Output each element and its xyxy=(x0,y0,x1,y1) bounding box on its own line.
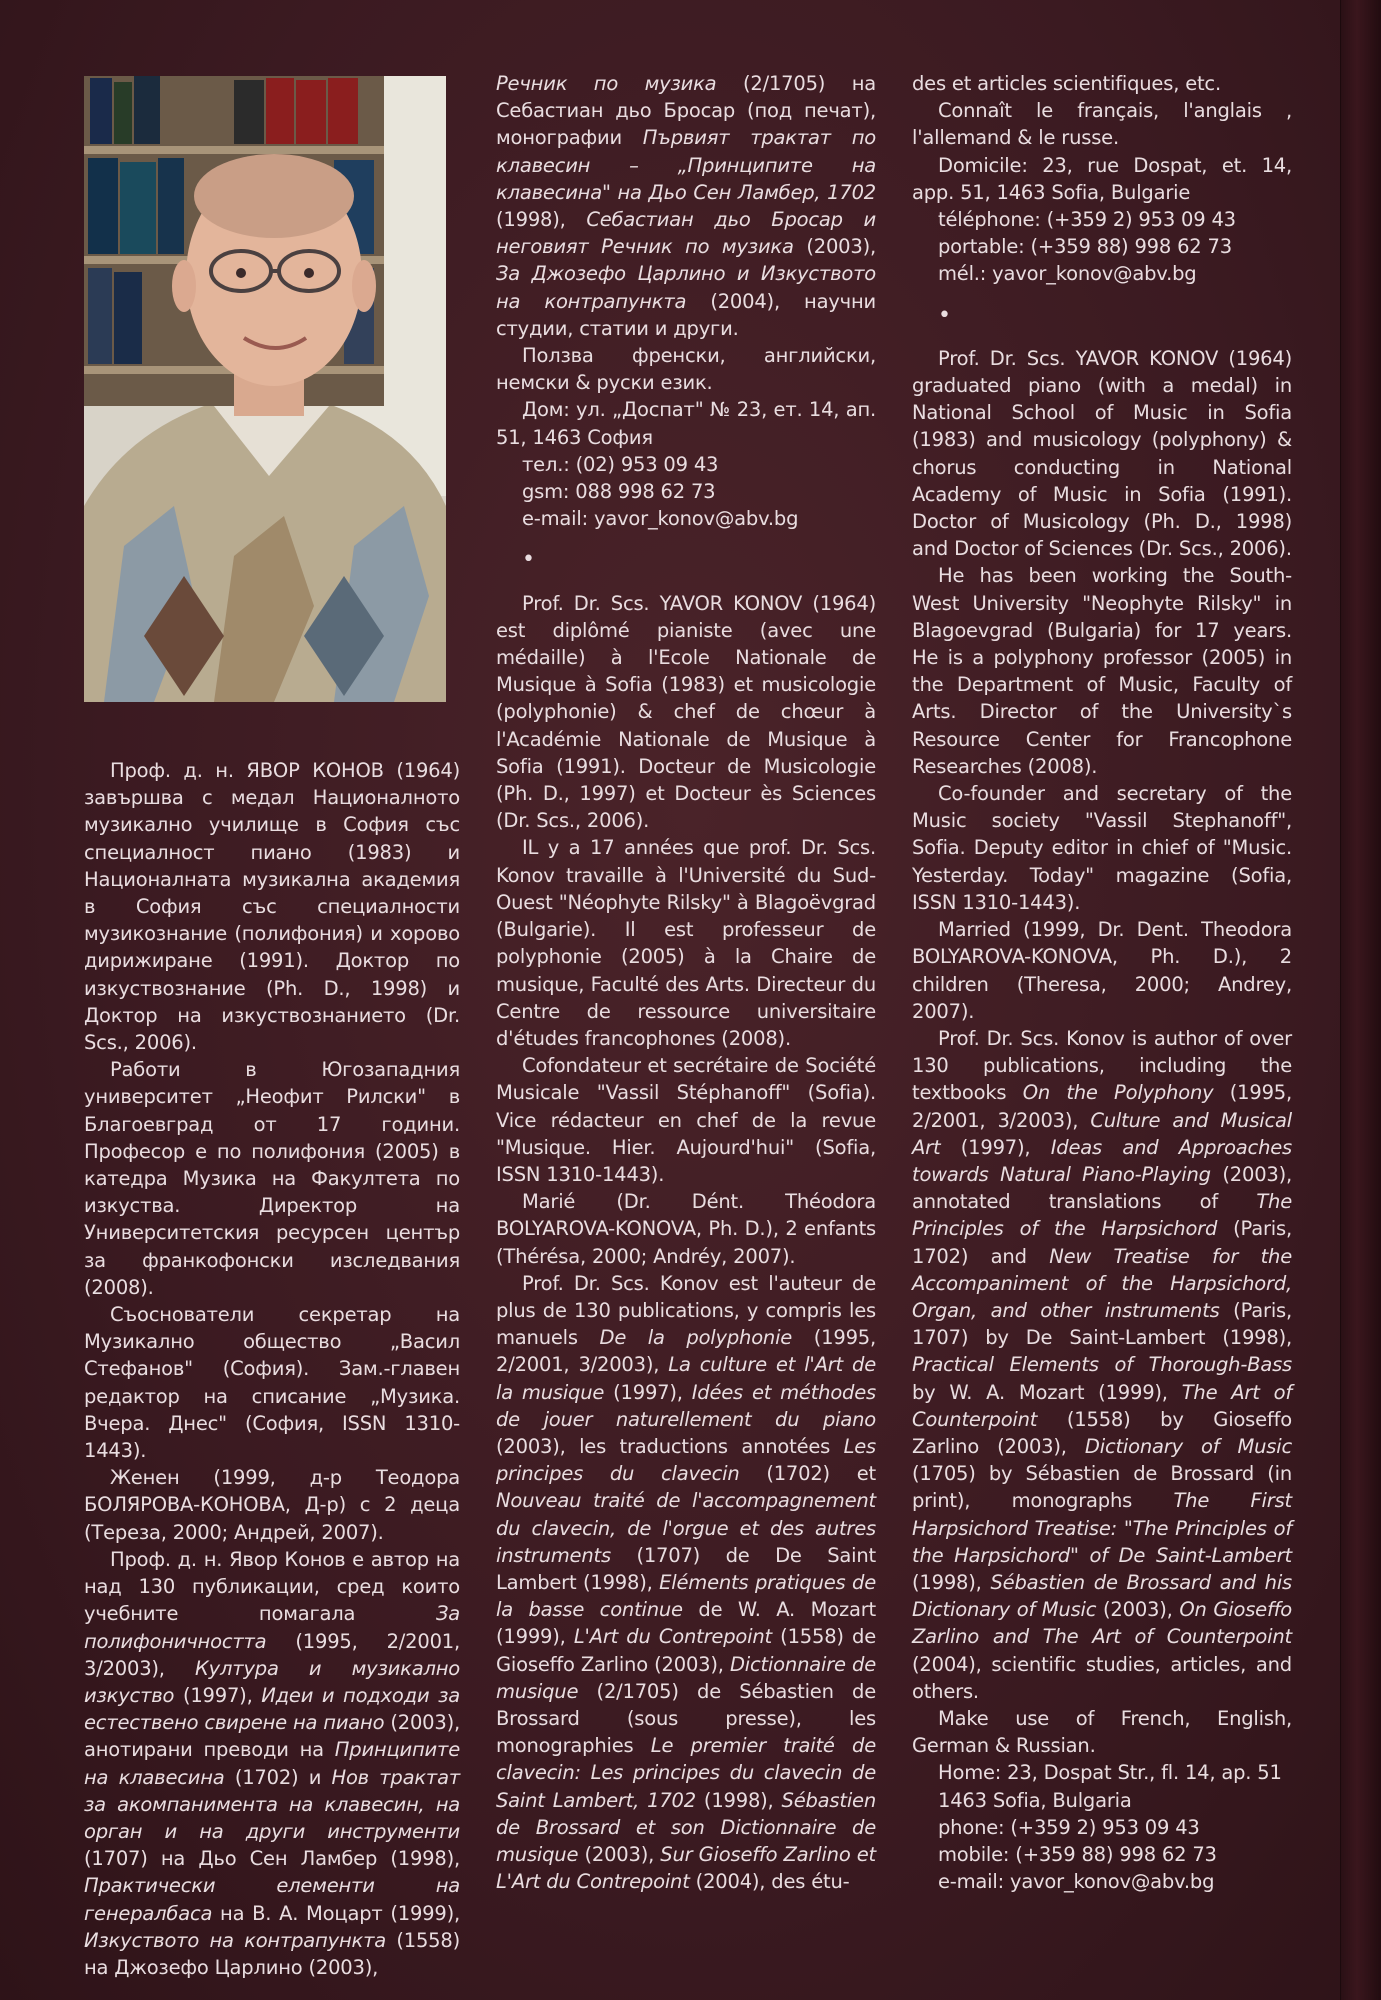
fr-paragraph-languages: Connaît le français, l'anglais , l'allemand & le russe. xyxy=(912,99,1292,150)
bg-phone: тел.: (02) 953 09 43 xyxy=(522,452,719,476)
en-paragraph-publications: Prof. Dr. Scs. Konov is author of over 130 publications, including the textbooks On the Polyphony (1995, 2/2001, 3/2003), Culture and Musical Art (1997), Ideas and Approaches towards Natural Piano-Playing (2003), annotated translations of The Principles of the Harpsichord (Paris, 1702) and New Treatise for the Accompaniment of the Harpsichord, Organ, and other instruments (Paris, 1707) by De Saint-Lambert (1998), Practical Elements of Thorough-Bass by W. A. Mozart (1999), The Art of Counterpoint (1558) by Gioseffo Zarlino (2003), Dictionary of Music (1705) by Sébastien de Brossard (in print), monographs The First Harpsichord Treatise: "The Principles of the Harpsichord" of De Saint-Lambert (1998), Sébastien de Brossard and his Dictionary of Music (2003), On Gioseffo Zarlino and The Art of Counterpoint (2004), scientific studies, articles, and others. xyxy=(912,1026,1293,1703)
en-mobile: mobile: (+359 88) 998 62 73 xyxy=(938,1843,1217,1866)
bg-paragraph-publications: Проф. д. н. Явор Конов е автор на над 130 публикации, сред които учебните помагала За полифоничността (1995, 2/2001, 3/2003), Култура и музикално изкуство (1997), Идеи и подходи за естествено свирене на пиано (2003), анотирани преводи на Принципите на клавесина (1702) и Нов трактат за акомпанимента на клавесин, на орган и на други инструменти (1707) на Дьо Сен Ламбер (1998), Практически елементи на генералбаса на В. А. Моцарт (1999), Изкуството на контрапункта (1558) на Джозефо Царлино (2003), xyxy=(84,1547,461,1979)
section-separator-bullet: • xyxy=(938,302,951,328)
section-separator-bullet: • xyxy=(522,547,535,573)
fr-paragraph-address: Domicile: 23, rue Dospat, et. 14, app. 51, 1463 Sofia, Bulgarie xyxy=(912,153,1292,204)
portrait-illustration xyxy=(84,76,446,702)
middle-column xyxy=(496,70,876,1895)
fr-paragraph-publications-cont: des et articles scientifiques, etc. xyxy=(912,72,1221,95)
fr-paragraph-publications: Prof. Dr. Scs. Konov est l'auteur de plus de 130 publications, y compris les manuels De la polyphonie (1995, 2/2001, 3/2003), La culture et l'Art de la musique (1997), Idées et méthodes de jouer naturellement du piano (2003), les traductions annotées Les principes du clavecin (1702) et Nouveau traité de l'accompagnement du clavecin, de l'orgue et des autres instruments (1707) de De Saint Lambert (1998), Eléments pratiques de la basse continue de W. A. Mozart (1999), L'Art du Contrepoint (1558) de Gioseffo Zarlino (2003), Dictionnaire de musique (2/1705) de Sébastien de Brossard (sous presse), les monographies Le premier traité de clavecin: Les principes du clavecin de Saint Lambert, 1702 (1998), Sébastien de Brossard et son Dictionnaire de musique (2003), Sur Gioseffo Zarlino et L'Art du Contrepoint (2004), des étu- xyxy=(496,1271,876,1894)
right-column xyxy=(912,70,1292,1895)
fr-paragraph-intro: Prof. Dr. Scs. YAVOR KONOV (1964) est diplômé pianiste (avec une médaille) à l'Ecole Nationale de Musique à Sofia (1983) et musicologie (polyphonie) & chef de chœur à l'Académie Nationale de Musique à Sofia (1991). Docteur de Musicologie (Ph. D., 1997) et Docteur ès Sciences (Dr. Scs., 2006). xyxy=(496,591,876,833)
en-paragraph-work: He has been working the South-West University "Neophyte Rilsky" in Blagoevgrad (Bulgaria) for 17 years. He is a polyphony professor (2005) in the Department of Music, Faculty of Arts. Director of the University`s Resource Center for Francophone Researches (2008). xyxy=(912,564,1292,778)
bg-paragraph-intro: Проф. д. н. ЯВОР КОНОВ (1964) завършва с медал Националното музикално училище в София със специалност пиано (1983) и Националната музикална академия в София със специалности музикознание (полифония) и хорово дирижиране (1991). Доктор по изкуствознание (Ph. D., 1998) и Доктор на изкуствознанието (Dr. Scs., 2006). xyxy=(84,759,460,1055)
en-address-line2: 1463 Sofia, Bulgaria xyxy=(938,1788,1132,1812)
en-paragraph-intro: Prof. Dr. Scs. YAVOR KONOV (1964) graduated piano (with a medal) in National School of Music in Sofia (1983) and musicology (polyphony) & chorus conducting in National Academy of Music in Sofia (1991). Doctor of Musicology (Ph. D., 1998) and Doctor of Sciences (Dr. Scs., 2006). xyxy=(912,346,1292,561)
bg-mobile: gsm: 088 998 62 73 xyxy=(522,480,716,504)
en-address-line1: Home: 23, Dospat Str., fl. 14, ap. 51 xyxy=(938,1761,1282,1785)
en-email: e-mail: yavor_konov@abv.bg xyxy=(938,1870,1215,1894)
fr-paragraph-work: IL y a 17 années que prof. Dr. Scs. Konov travaille à l'Université du Sud-Ouest "Néophyte Rilsky" à Blagoëvgrad (Bulgarie). Il est professeur de polyphonie (2005) à la Chaire de musique, Faculté des Arts. Directeur du Centre de ressource universitaire d'études francophones (2008). xyxy=(496,836,876,1050)
bg-paragraph-publications-cont: Речник по музика (2/1705) на Себастиан дьо Бросар (под печат), монографии Първият трактат по клавесин – „Принципите на клавесина" на Дьо Сен Ламбер, 1702 (1998), Себастиан дьо Бросар и неговият Речник по музика (2003), За Джозефо Царлино и Изкуството на контрапункта (2004), научни студии, статии и други. xyxy=(496,72,877,340)
bg-paragraph-family: Женен (1999, д-р Теодора БОЛЯРОВА-КОНОВА, Д-р) с 2 деца (Тереза, 2000; Андрей, 2007). xyxy=(84,1466,460,1544)
author-portrait-photo xyxy=(84,76,446,702)
en-paragraph-family: Married (1999, Dr. Dent. Theodora BOLYAROVA-KONOVA, Ph. D.), 2 children (Theresa, 2000; Andrey, 2007). xyxy=(912,918,1292,1023)
bg-email: e-mail: yavor_konov@abv.bg xyxy=(522,507,799,531)
en-phone: phone: (+359 2) 953 09 43 xyxy=(938,1815,1200,1839)
bg-paragraph-work: Работи в Югозападния университет „Неофит Рилски" в Благоевград от 17 години. Професор е по полифония (2005) в катедра Музика на Факултета по изкуства. Директор на Университетския ресурсен център за франкофонски изследвания (2008). xyxy=(84,1058,460,1299)
en-paragraph-society: Co-founder and secretary of the Music society "Vassil Stephanoff", Sofia. Deputy editor in chief of "Music. Yesterday. Today" magazine (Sofia, ISSN 1310-1443). xyxy=(912,782,1292,914)
fr-phone: téléphone: (+359 2) 953 09 43 xyxy=(938,208,1236,232)
bg-paragraph-languages: Ползва френски, английски, немски & руски език. xyxy=(496,344,876,395)
bg-paragraph-address: Дом: ул. „Доспат" № 23, ет. 14, ап. 51, 1463 София xyxy=(496,398,876,449)
fr-paragraph-society: Cofondateur et secrétaire de Société Musicale "Vassil Stéphanoff" (Sofia). Vice rédacteur en chef de la revue "Musique. Hier. Aujourd'hui" (Sofia, ISSN 1310-1443). xyxy=(496,1054,876,1186)
fr-paragraph-family: Marié (Dr. Dént. Théodora BOLYAROVA-KONOVA, Ph. D.), 2 enfants (Thérésa, 2000; Andréy, 2007). xyxy=(496,1190,876,1268)
fr-mobile: portable: (+359 88) 998 62 73 xyxy=(938,235,1232,259)
bulgarian-biography-column xyxy=(84,757,460,1981)
bg-paragraph-society: Съоснователи секретар на Музикално общество „Васил Стефанов" (София). Зам.-главен редактор на списание „Музика. Вчера. Днес" (София, ISSN 1310-1443). xyxy=(84,1303,460,1463)
en-paragraph-languages: Make use of French, English, German & Russian. xyxy=(912,1706,1292,1758)
fr-email: mél.: yavor_konov@abv.bg xyxy=(938,262,1197,286)
book-spine-edge xyxy=(1340,0,1381,2000)
